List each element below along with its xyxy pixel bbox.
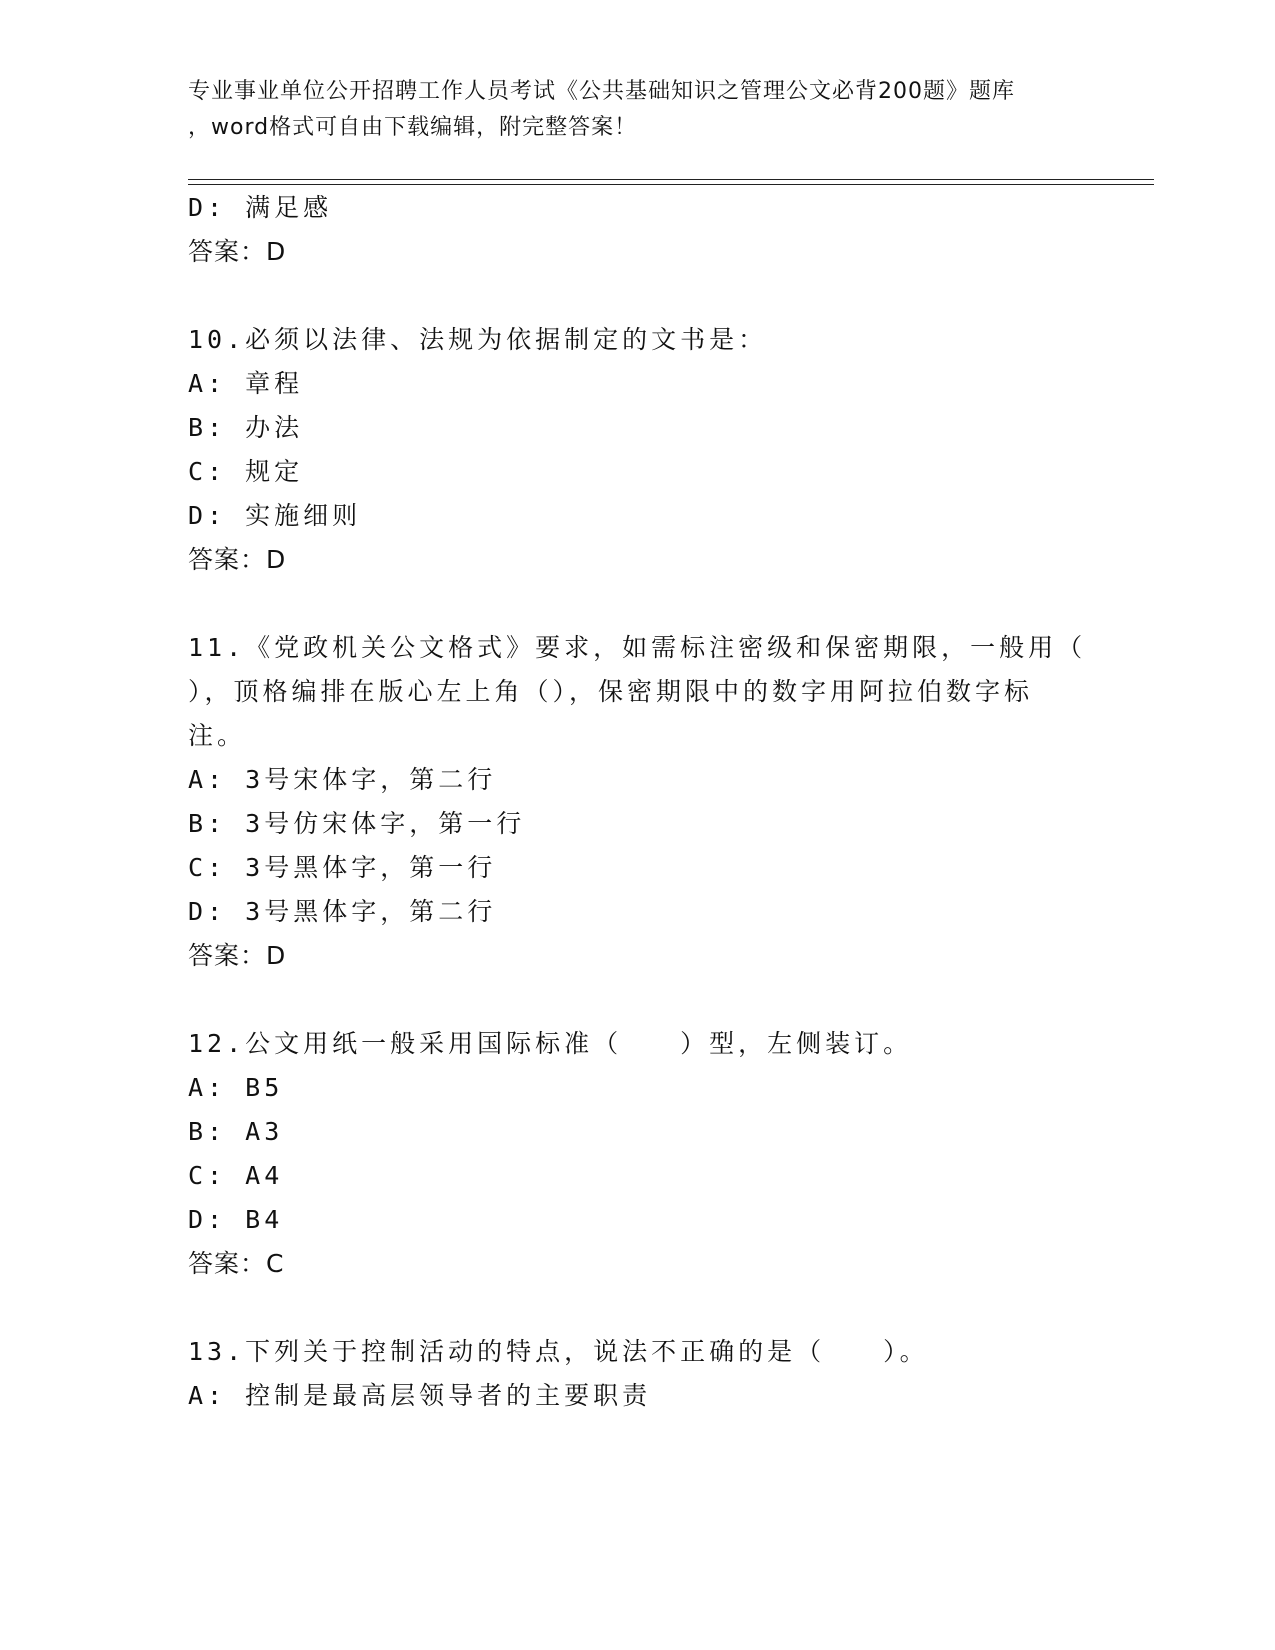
header-title-line-2: ，word格式可自由下载编辑，附完整答案！: [188, 115, 638, 140]
question-11-stem-line-3: 注。: [188, 721, 247, 750]
question-13-stem: 13.下列关于控制活动的特点，说法不正确的是（ ）。: [188, 1337, 929, 1366]
question-11-option-b: B: 3号仿宋体字，第一行: [188, 809, 526, 838]
question-10-stem: 10.必须以法律、法规为依据制定的文书是：: [188, 325, 768, 354]
header-title-line-1: 专业事业单位公开招聘工作人员考试《公共基础知识之管理公文必背200题》题库: [188, 79, 1015, 104]
question-10-answer: 答案：D: [188, 545, 287, 574]
question-10-option-c: C: 规定: [188, 457, 304, 486]
header-divider-top: [188, 179, 1154, 180]
question-11-option-a: A: 3号宋体字，第二行: [188, 765, 497, 794]
question-12-option-d: D: B4: [188, 1205, 284, 1234]
question-11-option-c: C: 3号黑体字，第一行: [188, 853, 497, 882]
document-header: [188, 74, 1088, 146]
question-10-option-a: A: 章程: [188, 369, 304, 398]
question-10-option-d: D: 实施细则: [188, 501, 362, 530]
answer: 答案：D: [188, 237, 287, 266]
question-11-option-d: D: 3号黑体字，第二行: [188, 897, 497, 926]
question-12-stem: 12.公文用纸一般采用国际标准（ ）型，左侧装订。: [188, 1029, 913, 1058]
option-d: D: 满足感: [188, 193, 333, 222]
question-12-option-b: B: A3: [188, 1117, 284, 1146]
question-13-option-a: A: 控制是最高层领导者的主要职责: [188, 1381, 652, 1410]
question-12-option-a: A: B5: [188, 1073, 284, 1102]
question-11-stem-line-2: ），顶格编排在版心左上角（），保密期限中的数字用阿拉伯数字标: [188, 677, 1034, 706]
question-12-option-c: C: A4: [188, 1161, 284, 1190]
question-11-answer: 答案：D: [188, 941, 287, 970]
question-11-stem-line-1: 11.《党政机关公文格式》要求，如需标注密级和保密期限，一般用（: [188, 633, 1087, 662]
question-12-answer: 答案：C: [188, 1249, 285, 1278]
question-10-option-b: B: 办法: [188, 413, 304, 442]
header-divider-bottom: [188, 184, 1154, 185]
